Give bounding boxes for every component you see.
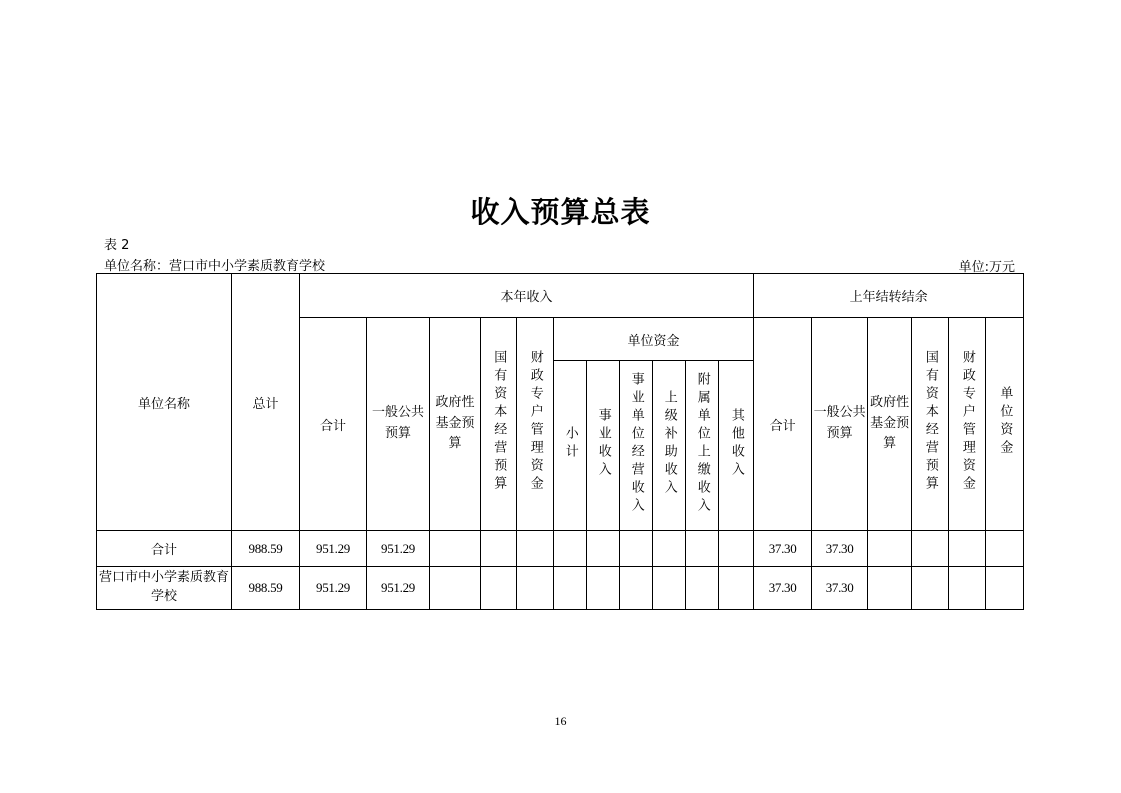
unit-of-measure: 单位:万元 [958, 260, 1015, 275]
header-unit-funds: 单位资金 [554, 318, 754, 361]
header-uf-other: 其他收入 [728, 407, 744, 480]
header-py-total: 合计 [754, 318, 812, 531]
table-row [97, 531, 1024, 567]
row-py-general: 37.30 [812, 531, 868, 567]
income-budget-table [96, 273, 1024, 610]
header-py-unit-funds: 单位资金 [997, 386, 1013, 458]
page-number: 16 [554, 714, 567, 728]
header-uf-operating: 事业单位经营收入 [628, 371, 644, 516]
header-uf-business: 事业收入 [595, 407, 611, 480]
table-row [97, 567, 1024, 610]
header-py-gov-fund: 政府性基金预算 [870, 394, 910, 452]
page-title: 收入预算总表 [470, 195, 651, 229]
row-name: 营口市中小学素质教育学校 [97, 567, 232, 610]
header-cy-general: 一般公共预算 [371, 405, 424, 441]
unit-name-caption: 单位名称：营口市中小学素质教育学校 [104, 259, 326, 274]
header-cy-total: 合计 [300, 318, 367, 531]
row-cy-general: 951.29 [367, 531, 430, 567]
header-cy-special: 财政专户管理资金 [527, 350, 543, 494]
row-total: 988.59 [232, 531, 300, 567]
row-cy-general: 951.29 [367, 567, 430, 610]
table-number: 表 2 [104, 238, 130, 253]
header-uf-subsidy: 上级补助收入 [661, 389, 677, 498]
header-cy-gov-fund: 政府性基金预算 [435, 394, 475, 452]
header-uf-affiliated: 附属单位上缴收入 [694, 371, 710, 516]
header-cy-state-capital: 国有资本经营预算 [491, 350, 507, 494]
header-unit-name: 单位名称 [97, 274, 232, 531]
header-py-special: 财政专户管理资金 [959, 350, 975, 494]
row-name: 合计 [97, 531, 232, 567]
header-py-general: 一般公共预算 [813, 405, 866, 441]
row-cy-total: 951.29 [300, 567, 367, 610]
row-py-general: 37.30 [812, 567, 868, 610]
header-current-year: 本年收入 [300, 274, 754, 318]
row-py-total: 37.30 [754, 567, 812, 610]
row-cy-total: 951.29 [300, 531, 367, 567]
row-py-total: 37.30 [754, 531, 812, 567]
row-total: 988.59 [232, 567, 300, 610]
header-uf-subtotal: 小计 [562, 425, 578, 462]
header-total: 总计 [232, 274, 300, 531]
header-py-state-capital: 国有资本经营预算 [922, 350, 938, 494]
header-prior-year: 上年结转结余 [754, 274, 1024, 318]
